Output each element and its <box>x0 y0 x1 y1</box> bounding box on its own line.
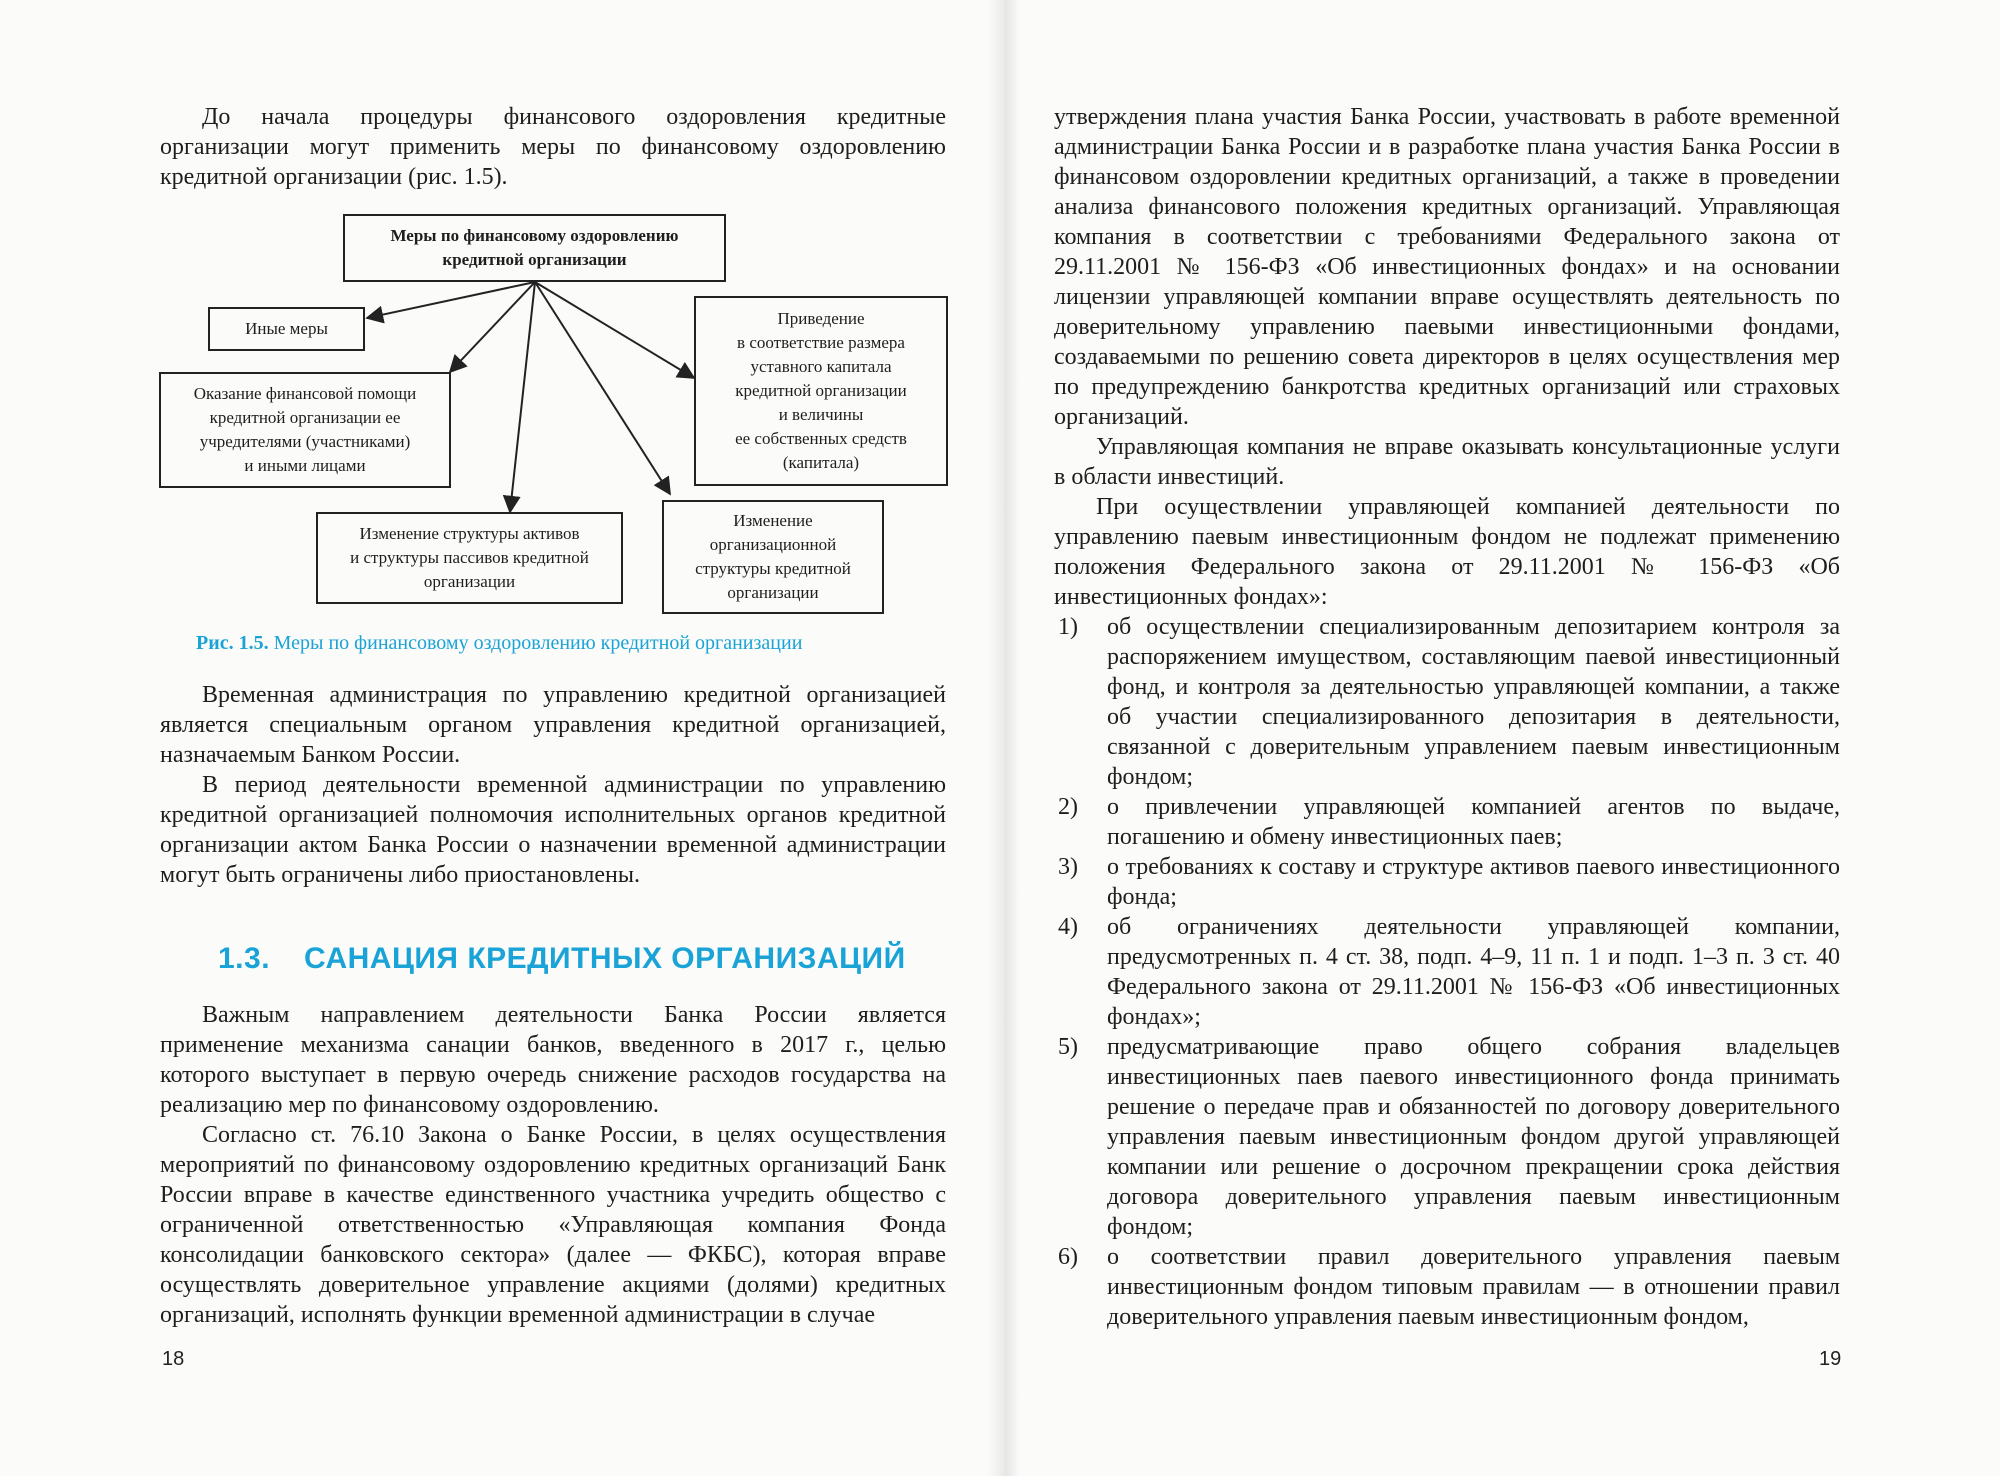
right-text-block <box>1054 102 1840 1332</box>
figure-caption <box>196 632 802 655</box>
exemptions-list <box>1054 612 1840 1332</box>
list-item-text: о соответствии правил доверительного управления паевым инвестиционным фондом типовым правилам — в отношении правил доверительного управления паевым инвестиционным фондом, <box>1107 1244 1840 1330</box>
right-page <box>1004 0 2000 1476</box>
box-assets-text: Изменение структуры активов и структуры пассивов кредитной организации <box>350 524 589 591</box>
section-heading <box>218 942 906 976</box>
caption-label: Рис. 1.5. <box>196 632 269 654</box>
box-capital-text: Приведение в соответствие размера уставного капитала кредитной организации и величины ее собственных средств (капитала) <box>735 309 907 472</box>
arrow-to-other <box>367 282 535 318</box>
sanation-paragraphs <box>160 1000 946 1330</box>
admin-paragraph-2: В период деятельности временной администрации по управлению кредитной организацией полномочия исполнительных органов кредитной организации актом Банка России о назначении временной администрации могут быть ограничены либо приостановлены. <box>160 772 946 888</box>
list-item-text: о требованиях к составу и структуре активов паевого инвестиционного фонда; <box>1107 854 1840 910</box>
list-item-text: об ограничениях деятельности управляющей компании, предусмотренных п. 4 ст. 38, подп. 4–9, 11 п. 1 и подп. 1–3 п. 3 ст. 40 Федерального закона от 29.11.2001 № 156-ФЗ «Об инвестиционных фондах»; <box>1107 914 1840 1030</box>
list-item-number: 6) <box>1058 1244 1078 1270</box>
box-other-measures <box>208 307 365 351</box>
section-heading-text: САНАЦИЯ КРЕДИТНЫХ ОРГАНИЗАЦИЙ <box>304 942 906 975</box>
arrow-to-org <box>535 282 670 494</box>
box-assistance-text: Оказание финансовой помощи кредитной организации ее учредителями (участниками) и иными лицами <box>193 384 417 475</box>
list-item <box>1054 852 1840 912</box>
page-number-right: 19 <box>1819 1348 1842 1370</box>
box-capital-alignment <box>694 296 948 486</box>
sanation-paragraph-2: Согласно ст. 76.10 Закона о Банке России, в целях осуществления мероприятий по финансовому оздоровлению кредитных организаций Банк России вправе в качестве единственного участника учредить общество с ограниченной ответственностью «Управляющая компания Фонда консолидации банковского сектора» (далее — ФКБС), которая вправе осуществлять доверительное управление акциями (долями) кредитных организаций, исполнять функции временной администрации в случае <box>160 1122 946 1328</box>
caption-text: Меры по финансовому оздоровлению кредитной организации <box>273 632 803 654</box>
arrow-to-assistance <box>450 282 535 372</box>
diagram-title-box <box>343 214 726 282</box>
arrow-to-assets <box>510 282 535 512</box>
list-item <box>1054 792 1840 852</box>
sanation-paragraph-1: Важным направлением деятельности Банка России является применение механизма санации банков, введенного в 2017 г., целью которого выступает в первую очередь снижение расходов государства на реализацию мер по финансовому оздоровлению. <box>160 1002 946 1118</box>
list-item-text: предусматривающие право общего собрания владельцев инвестиционных паев паевого инвестиционного фонда принимать решение о передаче прав и обязанностей по договору доверительного управления паевым инвестиционным фондом другой управляющей компании или решение о досрочном прекращении срока действия договора доверительного управления паевым инвестиционным фондом; <box>1107 1034 1840 1240</box>
box-other-text: Иные меры <box>245 319 328 338</box>
diagram-title: Меры по финансовому оздоровлению кредитной организации <box>390 226 679 269</box>
arrow-to-capital <box>535 282 694 378</box>
book-gutter <box>988 0 1020 1476</box>
section-heading-number: 1.3. <box>218 942 271 975</box>
consulting-paragraph: Управляющая компания не вправе оказывать консультационные услуги в области инвестиций. <box>1054 434 1840 490</box>
admin-paragraph-1: Временная администрация по управлению кредитной организацией является специальным органом управления кредитной организацией, назначаемым Банком России. <box>160 682 946 768</box>
list-item <box>1054 1242 1840 1332</box>
list-item-number: 2) <box>1058 794 1078 820</box>
list-item-number: 4) <box>1058 914 1078 940</box>
box-org-text: Изменение организационной структуры кредитной организации <box>695 511 851 602</box>
list-item <box>1054 1032 1840 1242</box>
list-item-number: 5) <box>1058 1034 1078 1060</box>
page-number-left: 18 <box>162 1348 185 1370</box>
list-item-text: о привлечении управляющей компанией агентов по выдаче, погашению и обмену инвестиционных паев; <box>1107 794 1840 850</box>
box-financial-assistance <box>159 372 451 488</box>
continued-paragraph: утверждения плана участия Банка России, участвовать в работе временной администрации Банка России и в разработке плана участия Банка России в финансовом оздоровлении кредитных организаций, а также в проведении анализа финансового положения кредитных организаций. Управляющая компания в соответствии с требованиями Федерального закона от 29.11.2001 № 156-ФЗ «Об инвестиционных фондах» и на основании лицензии управляющей компании вправе осуществлять деятельность по доверительному управлению паевыми инвестиционными фондами, создаваемыми по решению совета директоров в целях осуществления мер по предупреждению банкротства кредитных организаций или страховых организаций. <box>1054 104 1840 430</box>
admin-paragraphs <box>160 680 946 890</box>
list-item <box>1054 912 1840 1032</box>
list-item-number: 1) <box>1058 614 1078 640</box>
list-intro-paragraph: При осуществлении управляющей компанией деятельности по управлению паевым инвестиционным фондом не подлежат применению положения Федерального закона от 29.11.2001 № 156-ФЗ «Об инвестиционных фондах»: <box>1054 494 1840 610</box>
list-item <box>1054 612 1840 792</box>
list-item-number: 3) <box>1058 854 1078 880</box>
list-item-text: об осуществлении специализированным депозитарием контроля за распоряжением имуществом, составляющим паевой инвестиционный фонд, и контроля за деятельностью управляющей компании, а также об участии специализированного депозитария в деятельности, связанной с доверительным управлением паевым инвестиционным фондом; <box>1107 614 1840 790</box>
intro-paragraph: До начала процедуры финансового оздоровления кредитные организации могут применить меры по финансовому оздоровлению кредитной организации (рис. 1.5). <box>160 104 946 190</box>
box-org-structure <box>662 500 884 614</box>
box-assets-structure <box>316 512 623 604</box>
